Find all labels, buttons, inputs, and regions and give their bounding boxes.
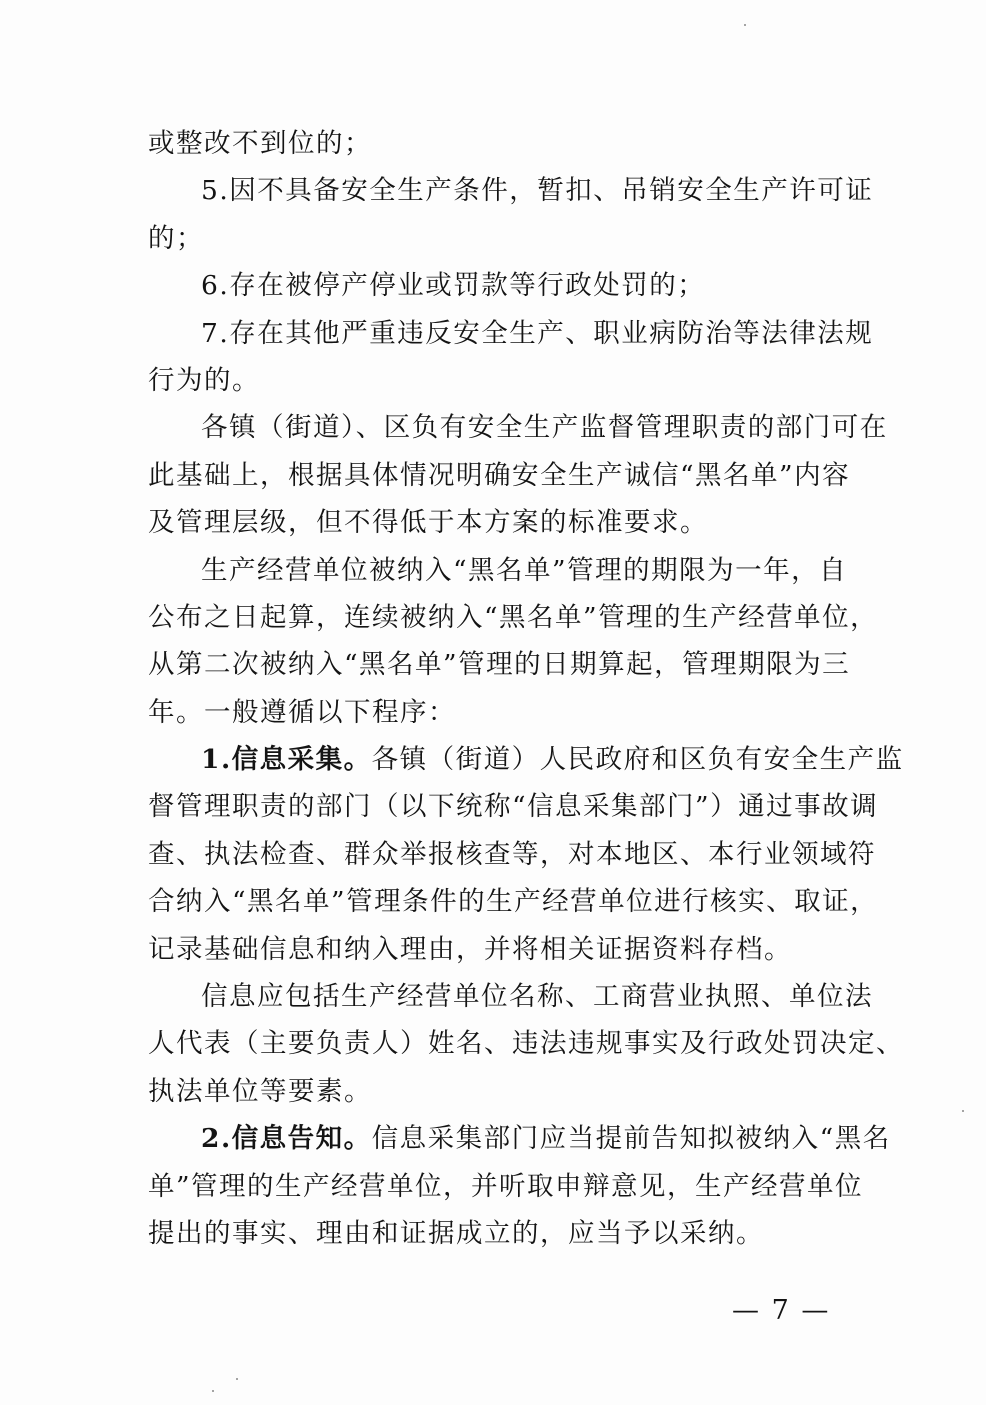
text-line: 单”管理的生产经营单位，并听取申辩意见，生产经营单位 [148,1170,864,1202]
scan-speck [962,1110,964,1112]
text-line: 7.存在其他严重违反安全生产、职业病防治等法律法规 [201,317,874,349]
text-line: 提出的事实、理由和证据成立的，应当予以采纳。 [148,1217,764,1249]
page-number: — 7 — [732,1295,831,1326]
section-2-heading: 2.信息告知。 [201,1123,372,1155]
scan-speck [744,24,746,26]
text-line: 6.存在被停产停业或罚款等行政处罚的； [201,270,706,302]
document-body [148,120,904,1257]
text-line: 各镇（街道）、区负有安全生产监督管理职责的部门可在 [201,412,888,444]
text-line: 人代表（主要负责人）姓名、违法违规事实及行政处罚决定、 [148,1028,904,1060]
section-1-first-line [148,736,904,783]
text-line: 或整改不到位的； [148,128,372,159]
text-line: 此基础上，根据具体情况明确安全生产诚信“黑名单”内容 [148,459,851,491]
text-line: 执法单位等要素。 [148,1075,372,1107]
text-line: 记录基础信息和纳入理由，并将相关证据资料存档。 [148,933,792,965]
text-line: 的； [148,222,204,254]
text-line: 年。一般遵循以下程序： [148,696,456,728]
section-2-first-line [148,1115,891,1162]
section-1-heading: 1.信息采集。 [201,744,372,776]
section-2-text: 信息采集部门应当提前告知拟被纳入“黑名 [371,1123,891,1155]
text-line: 查、执法检查、群众举报核查等，对本地区、本行业领域符 [148,838,876,870]
text-line: 督管理职责的部门（以下统称“信息采集部门”）通过事故调 [148,791,879,823]
text-line: 从第二次被纳入“黑名单”管理的日期算起，管理期限为三 [148,649,851,681]
text-line: 5.因不具备安全生产条件，暂扣、吊销安全生产许可证 [201,175,874,207]
section-1-text: 各镇（街道）人民政府和区负有安全生产监 [371,744,904,776]
text-line: 合纳入“黑名单”管理条件的生产经营单位进行核实、取证， [148,886,879,918]
text-line: 生产经营单位被纳入“黑名单”管理的期限为一年，自 [201,554,848,586]
text-line: 及管理层级，但不得低于本方案的标准要求。 [148,507,708,539]
text-line: 公布之日起算，连续被纳入“黑名单”管理的生产经营单位， [148,601,879,633]
scan-speck [236,1378,238,1380]
text-line: 信息应包括生产经营单位名称、工商营业执照、单位法 [201,981,873,1013]
text-line: 行为的。 [148,364,260,396]
scan-speck [212,1390,214,1392]
